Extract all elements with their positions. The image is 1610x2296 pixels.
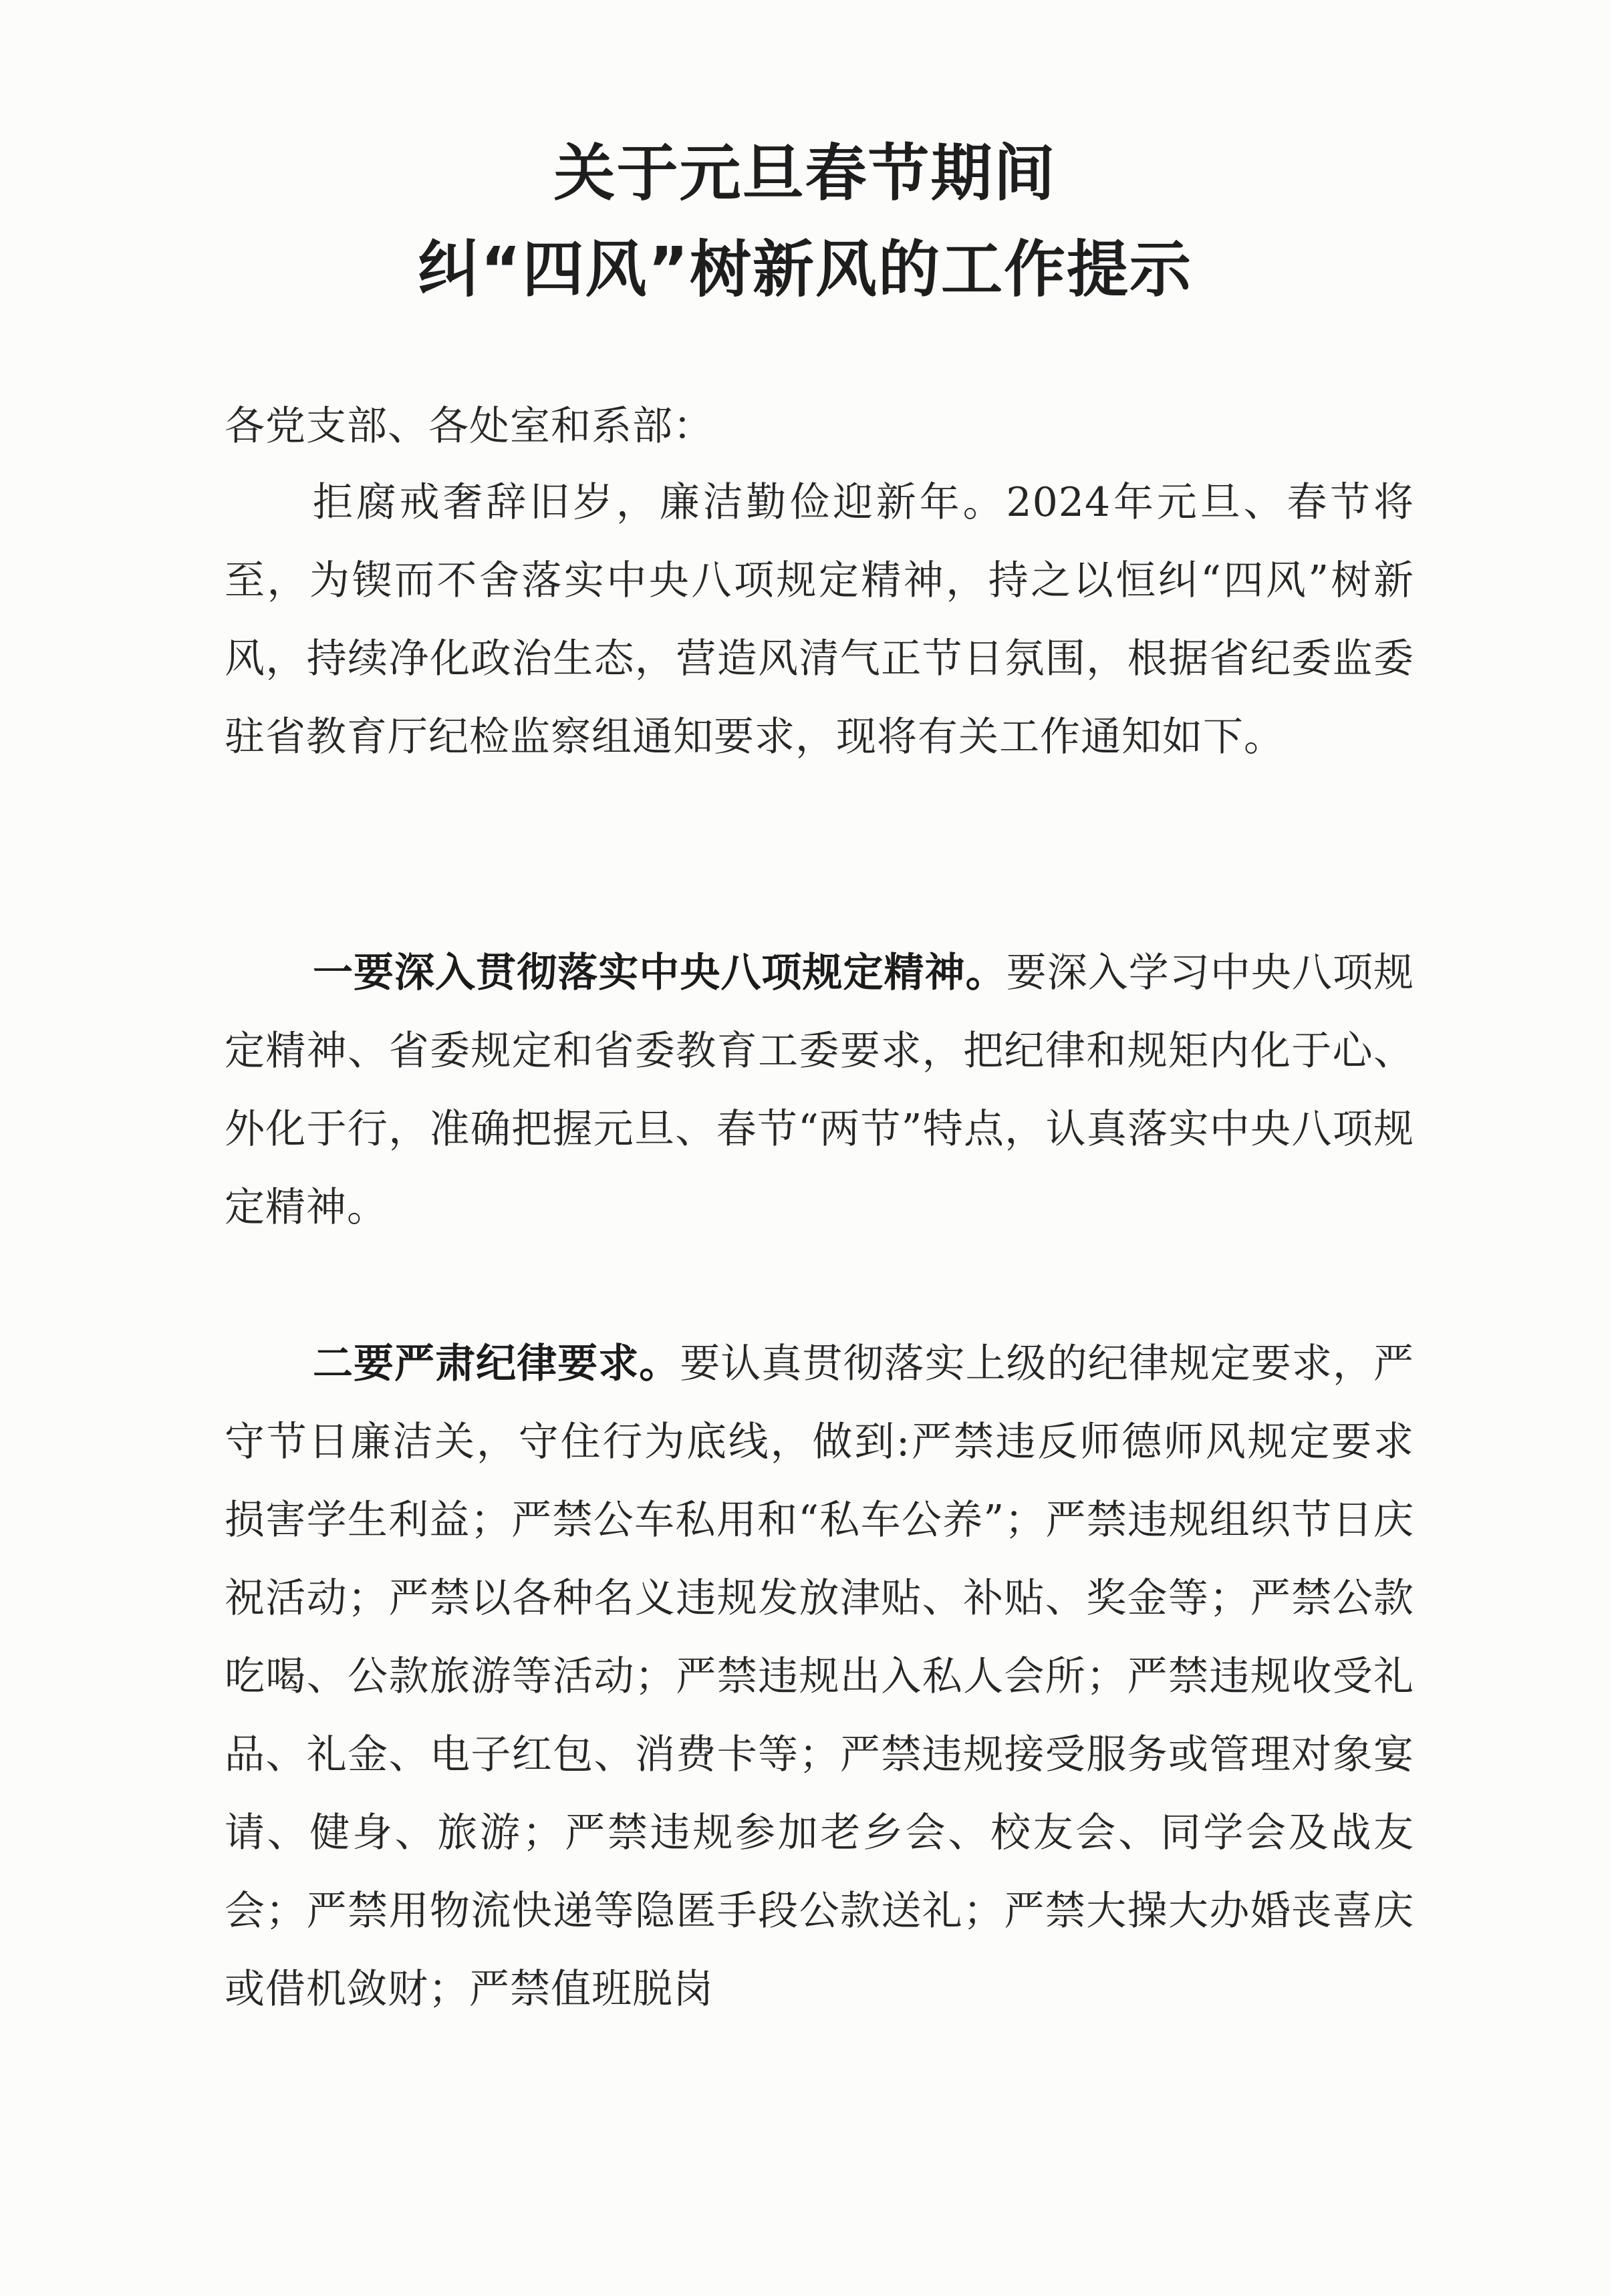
section-1-paragraph	[225, 934, 1414, 1247]
document-title-line-2: 纠“四风”树新风的工作提示	[418, 234, 1192, 305]
document-title-line-1: 关于元旦春节期间	[553, 138, 1057, 209]
section-2-heading: 二要严肃纪律要求。	[313, 1340, 680, 1387]
section-1-body: 要深入学习中央八项规定精神、省委规定和省委教育工委要求，把纪律和规矩内化于心、外化于行，准确把握元旦、春节“两节”特点，认真落实中央八项规定精神。	[225, 950, 1415, 1231]
section-1-heading: 一要深入贯彻落实中央八项规定精神。	[313, 950, 1007, 996]
intro-paragraph: 拒腐戒奢辞旧岁，廉洁勤俭迎新年。2024年元旦、春节将至，为锲而不舍落实中央八项规定精神，持之以恒纠“四风”树新风，持续净化政治生态，营造风清气正节日氛围，根据省纪委监委驻省教育厅纪检监察组通知要求，现将有关工作通知如下。	[225, 479, 1414, 760]
section-2-paragraph	[225, 1325, 1414, 2029]
section-2-body: 要认真贯彻落实上级的纪律规定要求，严守节日廉洁关，守住行为底线，做到:严禁违反师德师风规定要求损害学生利益；严禁公车私用和“私车公养”；严禁违规组织节日庆祝活动；严禁以各种名义违规发放津贴、补贴、奖金等；严禁公款吃喝、公款旅游等活动；严禁违规出入私人会所；严禁违规收受礼品、礼金、电子红包、消费卡等；严禁违规接受服务或管理对象宴请、健身、旅游；严禁违规参加老乡会、校友会、同学会及战友会；严禁用物流快递等隐匿手段公款送礼；严禁大操大办婚丧喜庆或借机敛财；严禁值班脱岗	[225, 1340, 1415, 2013]
salutation: 各党支部、各处室和系部：	[225, 403, 714, 450]
